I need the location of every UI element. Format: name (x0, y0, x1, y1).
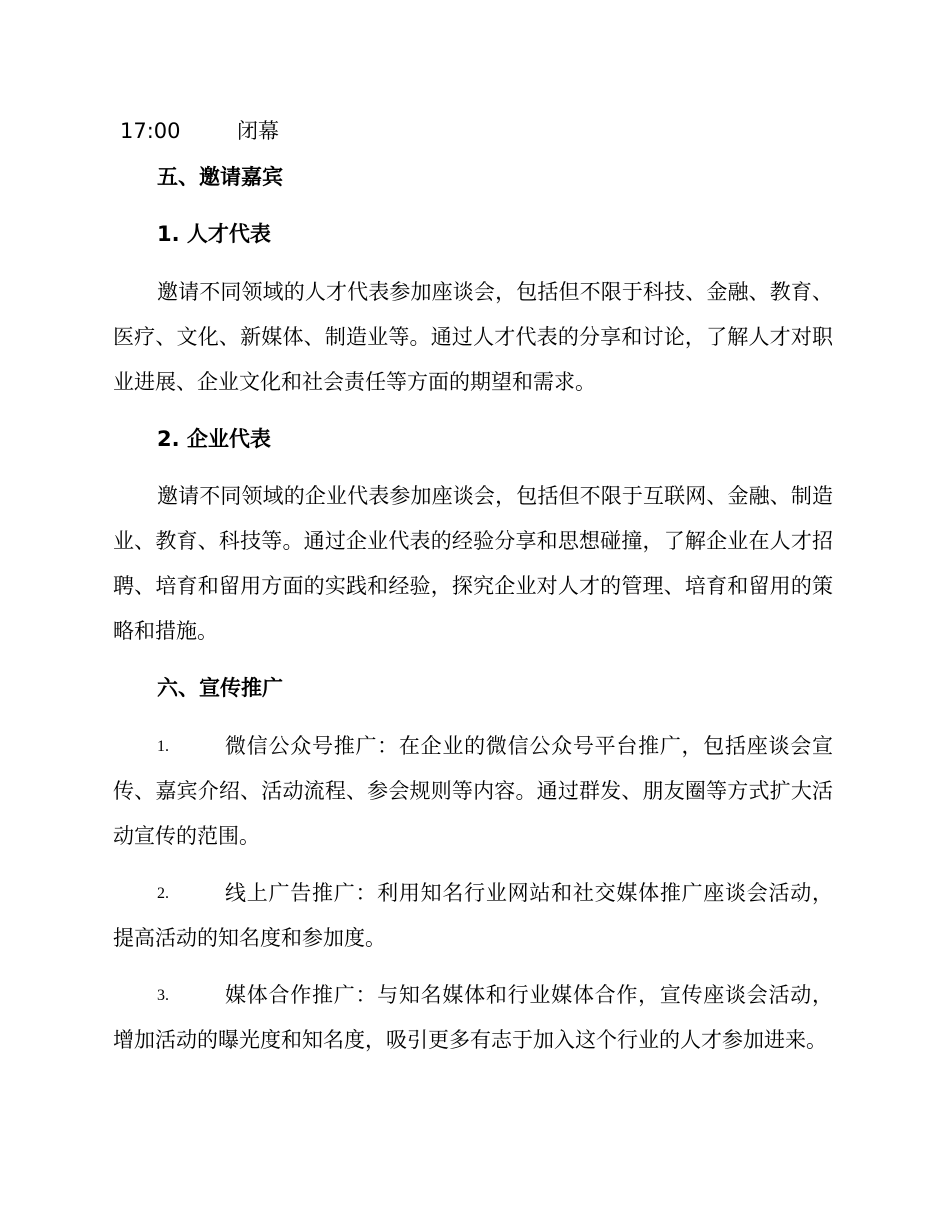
schedule-event: 闭幕 (237, 119, 279, 143)
list-item-text: 线上广告推广：利用知名行业网站和社交媒体推广座谈会活动，提高活动的知名度和参加度。 (113, 881, 833, 950)
subheading-talent-representatives: 1. 人才代表 (157, 222, 271, 246)
section-heading-invited-guests: 五、邀请嘉宾 (157, 165, 283, 189)
schedule-time: 17:00 (120, 119, 181, 143)
section-heading-publicity: 六、宣传推广 (157, 676, 283, 700)
paragraph-talent-representatives (113, 270, 833, 405)
list-item-media-cooperation (113, 973, 833, 1063)
list-number: 1. (157, 738, 169, 755)
subheading-enterprise-representatives: 2. 企业代表 (157, 427, 271, 451)
list-item-online-ads (113, 871, 833, 961)
list-item-text: 媒体合作推广：与知名媒体和行业媒体合作，宣传座谈会活动，增加活动的曝光度和知名度，吸引更多有志于加入这个行业的人才参加进来。 (113, 983, 833, 1052)
list-item-wechat-promotion (113, 724, 833, 859)
list-item-text: 微信公众号推广：在企业的微信公众号平台推广，包括座谈会宣传、嘉宾介绍、活动流程、参会规则等内容。通过群发、朋友圈等方式扩大活动宣传的范围。 (113, 734, 833, 848)
paragraph-enterprise-representatives (113, 474, 833, 654)
list-number: 3. (157, 987, 169, 1004)
list-number: 2. (157, 885, 169, 902)
paragraph-text: 邀请不同领域的企业代表参加座谈会，包括但不限于互联网、金融、制造业、教育、科技等。通过企业代表的经验分享和思想碰撞，了解企业在人才招聘、培育和留用方面的实践和经验，探究企业对人才的管理、培育和留用的策略和措施。 (113, 484, 833, 643)
paragraph-text: 邀请不同领域的人才代表参加座谈会，包括但不限于科技、金融、教育、医疗、文化、新媒体、制造业等。通过人才代表的分享和讨论，了解人才对职业进展、企业文化和社会责任等方面的期望和需求。 (113, 280, 833, 394)
